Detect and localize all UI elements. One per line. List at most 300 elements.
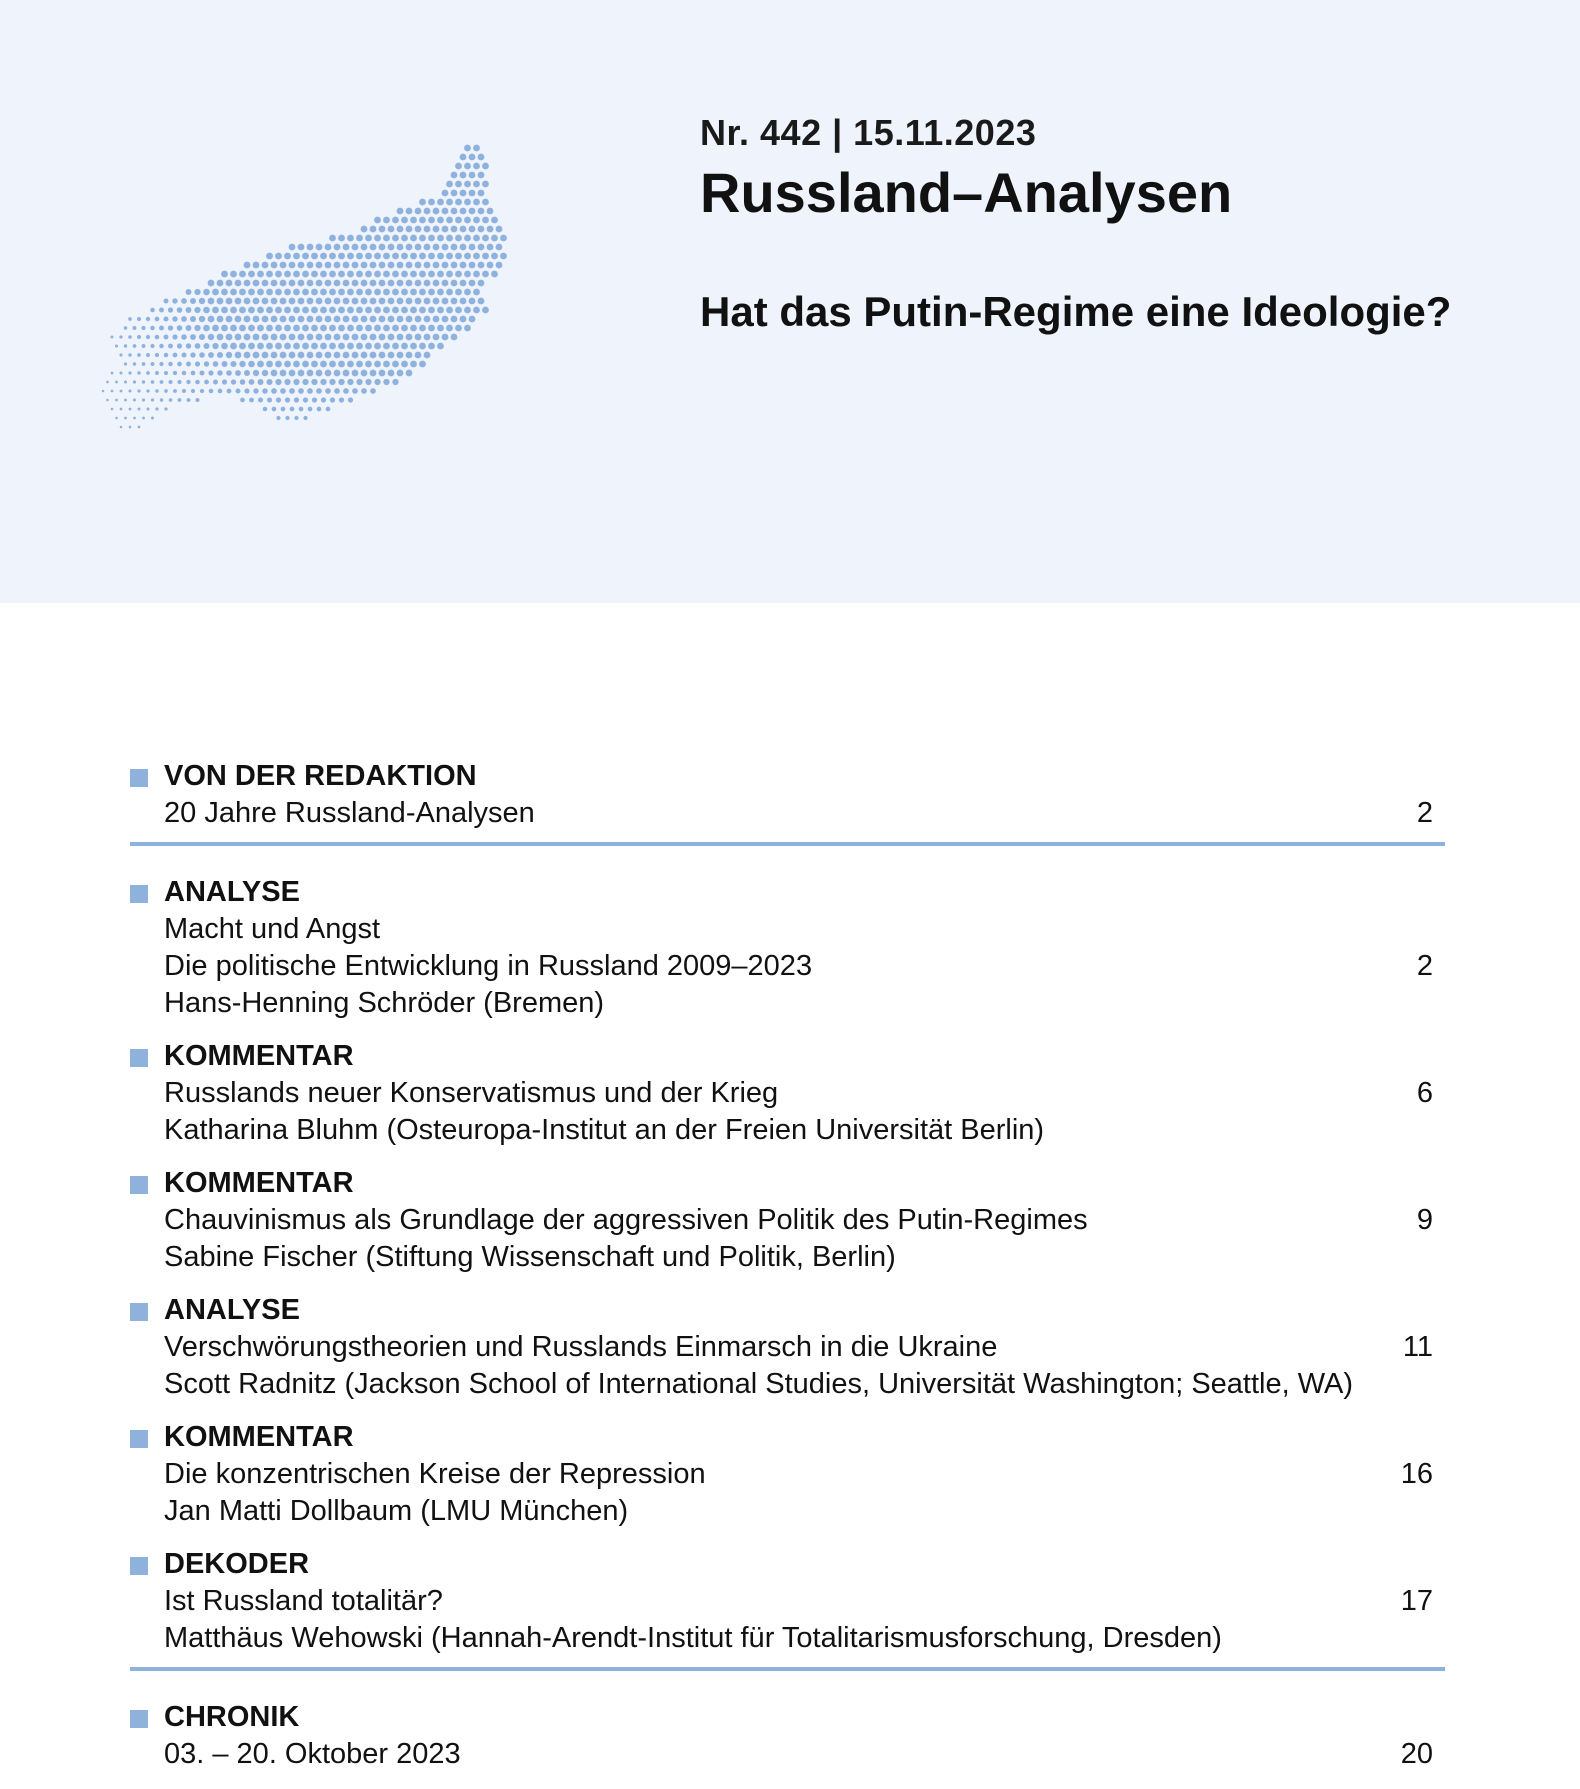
map-dot	[320, 343, 327, 350]
map-dot	[437, 253, 444, 260]
map-dot	[428, 289, 435, 296]
map-dot	[343, 370, 350, 377]
map-dot	[195, 380, 200, 385]
map-dot	[151, 398, 154, 401]
map-dot	[124, 326, 128, 330]
map-dot	[266, 307, 273, 314]
map-dot	[419, 289, 426, 296]
map-dot	[383, 235, 390, 242]
map-dot	[437, 271, 444, 278]
map-dot	[307, 316, 314, 323]
map-dot	[433, 208, 440, 215]
toc-entry[interactable]	[130, 1419, 1445, 1530]
map-dot	[401, 307, 408, 314]
map-dot	[124, 417, 127, 420]
map-dot	[168, 325, 173, 330]
map-dot	[141, 326, 145, 330]
map-dot	[455, 253, 462, 260]
map-dot	[262, 388, 268, 394]
map-dot	[424, 316, 431, 323]
map-dot	[460, 298, 467, 305]
map-dot	[419, 235, 426, 242]
map-dot	[217, 370, 222, 375]
map-dot	[203, 343, 209, 349]
map-dot	[199, 316, 205, 322]
map-dot	[212, 307, 219, 314]
map-dot	[338, 379, 344, 385]
map-dot	[473, 235, 480, 242]
map-dot	[119, 353, 122, 356]
toc-entry[interactable]	[130, 1546, 1445, 1671]
map-dot	[222, 361, 228, 367]
map-dot	[293, 361, 300, 368]
map-dot	[186, 289, 192, 295]
map-dot	[446, 271, 453, 278]
map-dot	[262, 262, 269, 269]
map-dot	[415, 334, 422, 341]
map-dot	[478, 298, 485, 305]
toc-author: Jan Matti Dollbaum (LMU München)	[164, 1495, 629, 1527]
map-dot	[208, 334, 215, 341]
map-dot	[146, 353, 150, 357]
map-dot	[347, 289, 354, 296]
map-dot	[329, 289, 336, 296]
map-dot	[374, 289, 381, 296]
map-dot	[356, 361, 363, 368]
map-dot	[289, 388, 295, 394]
map-dot	[244, 298, 251, 305]
map-dot	[464, 307, 471, 314]
map-dot	[244, 352, 251, 359]
map-dot	[500, 235, 507, 242]
map-dot	[374, 325, 381, 332]
map-dot	[437, 217, 444, 224]
map-dot	[155, 353, 159, 357]
map-dot	[275, 379, 281, 385]
map-dot	[213, 380, 218, 385]
map-dot	[410, 235, 417, 242]
map-dot	[482, 199, 489, 206]
map-dot	[186, 362, 191, 367]
map-dot	[244, 280, 251, 287]
map-dot	[347, 343, 354, 350]
toc-entry[interactable]	[130, 1165, 1445, 1276]
map-dot	[258, 379, 264, 385]
map-dot	[419, 325, 426, 332]
toc-page-number: 2	[1416, 950, 1433, 982]
map-dot	[119, 371, 122, 374]
map-dot	[307, 298, 314, 305]
map-dot	[235, 316, 242, 323]
map-dot	[379, 316, 386, 323]
map-dot	[478, 172, 485, 179]
map-dot	[146, 407, 149, 410]
map-dot	[203, 307, 210, 314]
map-dot	[244, 262, 251, 269]
toc-page-number: 17	[1400, 1585, 1433, 1617]
map-dot	[388, 298, 395, 305]
map-dot	[397, 208, 404, 215]
map-dot	[442, 262, 449, 269]
map-dot	[401, 271, 408, 278]
map-dot	[298, 370, 305, 377]
map-dot	[177, 307, 183, 313]
map-dot	[212, 289, 219, 296]
toc-section-heading: KOMMENTAR	[164, 1421, 354, 1453]
map-dot	[196, 398, 200, 402]
map-dot	[361, 352, 368, 359]
map-dot	[347, 325, 354, 332]
map-dot	[397, 298, 404, 305]
map-dot	[374, 235, 381, 242]
map-dot	[410, 343, 417, 350]
map-dot	[293, 325, 300, 332]
map-dot	[388, 352, 395, 359]
map-dot	[272, 407, 277, 412]
toc-bullet-icon	[130, 1049, 148, 1067]
map-dot	[302, 253, 309, 260]
map-dot	[428, 217, 435, 224]
map-dot	[163, 298, 168, 303]
map-dot	[294, 397, 299, 402]
map-dot	[370, 280, 377, 287]
map-dot	[186, 380, 190, 384]
map-dot	[298, 352, 305, 359]
map-dot	[253, 352, 260, 359]
map-dot	[325, 334, 332, 341]
map-dot	[190, 316, 196, 322]
map-dot	[312, 397, 317, 402]
map-dot	[284, 289, 291, 296]
toc-entry[interactable]	[130, 1038, 1445, 1149]
map-dot	[424, 226, 431, 233]
map-dot	[469, 244, 476, 251]
map-dot	[460, 208, 467, 215]
map-dot	[226, 280, 233, 287]
map-dot	[320, 361, 327, 368]
map-dot	[155, 407, 158, 410]
map-dot	[496, 244, 503, 251]
map-dot	[226, 316, 233, 323]
map-dot	[271, 334, 278, 341]
map-dot	[401, 217, 408, 224]
map-dot	[307, 370, 314, 377]
map-dot	[195, 343, 201, 349]
map-dot	[339, 397, 344, 402]
map-dot	[406, 208, 413, 215]
map-dot	[307, 352, 314, 359]
map-dot	[173, 353, 178, 358]
map-dot	[446, 235, 453, 242]
map-dot	[415, 316, 422, 323]
map-dot	[343, 298, 350, 305]
map-dot	[177, 343, 182, 348]
map-dot	[397, 244, 404, 251]
map-dot	[352, 298, 359, 305]
map-dot	[302, 271, 309, 278]
map-dot	[307, 280, 314, 287]
map-dot	[370, 316, 377, 323]
map-dot	[401, 289, 408, 296]
map-dot	[293, 253, 300, 260]
map-dot	[410, 325, 417, 332]
map-dot	[352, 316, 359, 323]
map-dot	[482, 163, 489, 170]
map-dot	[347, 361, 354, 368]
map-dot	[487, 262, 494, 269]
map-dot	[221, 271, 228, 278]
map-dot	[356, 325, 363, 332]
map-dot	[302, 289, 309, 296]
map-dot	[194, 325, 200, 331]
map-dot	[213, 361, 219, 367]
toc-entry[interactable]	[130, 1699, 1445, 1773]
map-dot	[392, 235, 399, 242]
map-dot	[347, 271, 354, 278]
map-dot	[473, 181, 480, 188]
map-dot	[164, 335, 169, 340]
map-dot	[428, 199, 435, 206]
map-dot	[437, 343, 444, 350]
toc-article-title: Macht und Angst	[164, 913, 381, 945]
map-dot	[239, 325, 246, 332]
map-dot	[168, 344, 173, 349]
map-dot	[204, 361, 209, 366]
map-dot	[428, 343, 435, 350]
map-dot	[146, 389, 149, 392]
map-dot	[124, 362, 127, 365]
map-dot	[227, 389, 232, 394]
map-dot	[460, 172, 467, 179]
map-dot	[262, 298, 269, 305]
map-dot	[361, 280, 368, 287]
map-dot	[299, 407, 304, 412]
map-dot	[406, 298, 413, 305]
map-dot	[120, 408, 123, 411]
map-dot	[146, 335, 150, 339]
map-dot	[266, 379, 272, 385]
toc-section-heading: CHRONIK	[164, 1701, 300, 1733]
map-dot	[266, 325, 273, 332]
map-dot	[235, 388, 240, 393]
map-dot	[464, 199, 471, 206]
map-dot	[415, 262, 422, 269]
toc-entry[interactable]	[130, 874, 1445, 1022]
map-dot	[365, 361, 372, 368]
map-dot	[460, 226, 467, 233]
map-dot	[253, 334, 260, 341]
map-dot	[208, 316, 215, 323]
map-dot	[365, 379, 371, 385]
map-dot	[249, 379, 255, 385]
map-dot	[307, 262, 314, 269]
map-dot	[204, 380, 209, 385]
map-dot	[159, 326, 164, 331]
map-dot	[356, 235, 363, 242]
map-dot	[356, 379, 362, 385]
map-dot	[280, 370, 287, 377]
map-dot	[159, 308, 164, 313]
map-dot	[392, 325, 399, 332]
map-dot	[177, 380, 181, 384]
map-dot	[334, 352, 341, 359]
map-dot	[311, 379, 317, 385]
map-dot	[181, 352, 186, 357]
map-dot	[178, 398, 182, 402]
map-dot	[320, 379, 326, 385]
map-dot	[257, 271, 264, 278]
map-dot	[451, 208, 458, 215]
map-dot	[491, 253, 498, 260]
map-dot	[356, 253, 363, 260]
map-dot	[415, 352, 422, 359]
map-dot	[191, 389, 195, 393]
map-dot	[383, 343, 390, 350]
map-dot	[177, 325, 183, 331]
toc-entry[interactable]	[130, 758, 1445, 846]
map-dot	[142, 380, 145, 383]
map-dot	[151, 380, 155, 384]
map-dot	[226, 370, 232, 376]
toc-article-title: Russlands neuer Konservatismus und der Krieg 6	[164, 1075, 1445, 1112]
map-dot	[482, 235, 489, 242]
map-dot	[194, 289, 200, 295]
map-dot	[374, 307, 381, 314]
map-dot	[293, 343, 300, 350]
map-dot	[370, 226, 377, 233]
map-dot	[320, 271, 327, 278]
map-dot	[221, 343, 228, 350]
map-dot	[428, 271, 435, 278]
map-dot	[230, 307, 237, 314]
map-dot	[150, 308, 155, 313]
map-dot	[262, 334, 269, 341]
map-dot	[491, 271, 498, 278]
map-dot	[469, 208, 476, 215]
map-dot	[446, 199, 453, 206]
map-dot	[115, 381, 118, 384]
toc-article-title: 20 Jahre Russland-Analysen 2	[164, 795, 1445, 832]
map-dot	[163, 316, 168, 321]
map-dot	[451, 334, 458, 341]
toc-author: Sabine Fischer (Stiftung Wissenschaft und Politik, Berlin)	[164, 1241, 896, 1273]
map-dot	[469, 280, 476, 287]
map-dot	[142, 398, 145, 401]
map-dot	[133, 362, 136, 365]
map-dot	[124, 344, 127, 347]
toc-page-number: 20	[1400, 1738, 1433, 1770]
map-dot	[146, 371, 150, 375]
toc-bullet-icon	[130, 769, 148, 787]
toc-section-heading: DEKODER	[164, 1548, 310, 1580]
map-dot	[115, 399, 118, 402]
toc-article-title: 03. – 20. Oktober 2023 20	[164, 1736, 1445, 1773]
map-dot	[356, 307, 363, 314]
map-dot	[303, 416, 307, 420]
map-dot	[329, 379, 335, 385]
map-dot	[271, 352, 278, 359]
toc-bullet-icon	[130, 1557, 148, 1575]
map-dot	[500, 253, 507, 260]
map-dot	[248, 361, 255, 368]
map-dot	[240, 398, 245, 403]
map-dot	[352, 388, 358, 394]
map-dot	[298, 316, 305, 323]
map-dot	[271, 262, 278, 269]
map-dot	[415, 280, 422, 287]
map-dot	[374, 253, 381, 260]
map-dot	[401, 235, 408, 242]
map-dot	[133, 380, 136, 383]
map-dot	[379, 244, 386, 251]
toc-bullet-icon	[130, 1303, 148, 1321]
map-dot	[397, 280, 404, 287]
map-dot	[169, 398, 173, 402]
map-dot	[455, 325, 462, 332]
map-dot	[195, 361, 200, 366]
map-dot	[159, 362, 163, 366]
map-dot	[383, 289, 390, 296]
map-dot	[239, 307, 246, 314]
map-dot	[168, 307, 173, 312]
map-dot	[370, 370, 377, 377]
map-dot	[284, 271, 291, 278]
map-dot	[379, 352, 386, 359]
map-dot	[487, 226, 494, 233]
map-dot	[446, 289, 453, 296]
map-dot	[200, 389, 204, 393]
map-dot	[370, 334, 377, 341]
map-dot	[410, 361, 417, 368]
map-dot	[151, 362, 155, 366]
map-dot	[464, 145, 471, 152]
map-dot	[275, 343, 282, 350]
map-dot	[473, 199, 480, 206]
map-dot	[473, 253, 480, 260]
map-dot	[334, 316, 341, 323]
map-dot	[320, 307, 327, 314]
map-dot	[410, 253, 417, 260]
map-dot	[280, 262, 287, 269]
map-dot	[455, 217, 462, 224]
map-dot	[338, 253, 345, 260]
toc-entry[interactable]	[130, 1292, 1445, 1403]
map-dot	[406, 316, 413, 323]
map-dot	[221, 307, 228, 314]
map-dot	[235, 280, 242, 287]
map-dot	[338, 271, 345, 278]
map-dot	[388, 262, 395, 269]
map-dot	[325, 280, 332, 287]
toc-author: Katharina Bluhm (Osteuropa-Institut an der Freien Universität Berlin)	[164, 1114, 1045, 1146]
map-dot	[217, 316, 224, 323]
map-dot	[124, 380, 127, 383]
map-dot	[257, 307, 264, 314]
map-dot	[334, 280, 341, 287]
map-dot	[424, 208, 431, 215]
map-dot	[347, 253, 354, 260]
map-dot	[478, 262, 485, 269]
map-dot	[248, 343, 255, 350]
map-dot	[137, 353, 141, 357]
map-dot	[478, 154, 485, 161]
map-dot	[168, 362, 172, 366]
map-dot	[129, 426, 132, 429]
map-dot	[266, 271, 273, 278]
map-dot	[194, 307, 200, 313]
map-dot	[478, 280, 485, 287]
map-dot	[388, 244, 395, 251]
